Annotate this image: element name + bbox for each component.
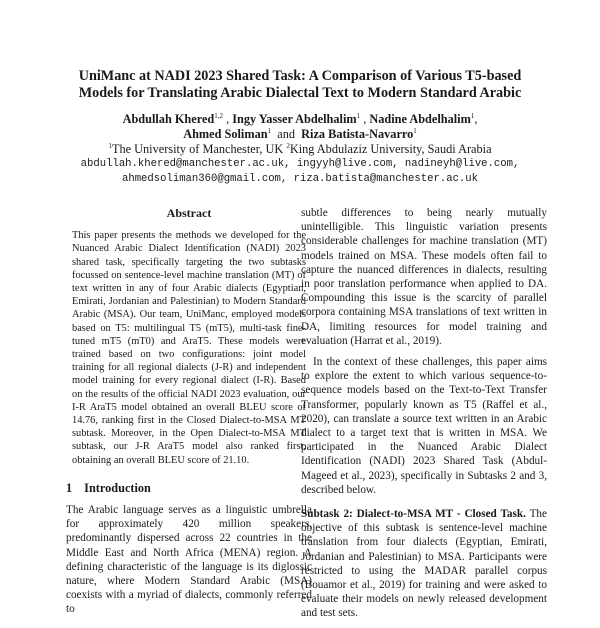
author-line-2 (40, 127, 560, 142)
affil-marker: 2 (286, 141, 290, 150)
author-affil-marker: 1 (356, 111, 361, 120)
title-line-1: UniManc at NADI 2023 Shared Task: A Comparison of Various T5-based (78, 68, 522, 84)
subtask-paragraph (301, 507, 547, 621)
run-in-heading: Subtask 2: Dialect-to-MSA MT - Closed Task. (301, 508, 526, 521)
author-line-1: Abdullah Khered$^{1,2}$ , Ingy Yasser Abdelhalim$^1$ , Nadine Abdelhalim$^1$, (122, 111, 478, 126)
author-name: Nadine Abdelhalim (369, 112, 471, 126)
author-name: Ahmed Soliman (183, 127, 268, 141)
affiliation: The University of Manchester, UK (111, 142, 284, 156)
abstract-heading: Abstract (166, 206, 212, 220)
right-column (301, 206, 547, 628)
subtask-description: The objective of this subtask is sentence-level machine translation from four dialects (Egyptian, Emirati, Jordanian and Palestinian) to MSA. Participants were restricted to using the MADAR parallel corpus (Bouamor et al., 2019) for training and were asked to evaluate their models on newly released development and test sets. (301, 508, 547, 620)
author-name: Abdullah Khered (122, 112, 215, 126)
email-line-1: abdullah.khered@manchester.ac.uk, ingyyh@live.com, nadineyh@live.com, (80, 158, 520, 170)
section-title: Introduction (84, 480, 151, 495)
email-line-2: ahmedsoliman360@gmail.com, riza.batista@manchester.ac.uk (121, 173, 478, 185)
left-column (66, 206, 312, 624)
section-number: 1 (66, 480, 73, 495)
affiliation: King Abdulaziz University, Saudi Arabia (289, 142, 492, 156)
introduction-paragraph: The Arabic language serves as a linguistic umbrella for approximately 420 million speakers, predominantly dispersed across 22 countries in the Middle East and North Africa (MENA) region. A defining characteristic of the language is its diglossic nature, where Modern Standard Arabic (MSA) coexists with a myriad of dialects, commonly referred to (66, 504, 312, 616)
paragraph: subtle differences to being nearly mutually unintelligible. This linguistic variation presents considerable challenges for machine translation (MT) models trained on MSA. These models often fail to capture the nuanced differences in dialects, resulting in poor translation performance when applied to DA. Compounding this issue is the scarcity of parallel corpora containing MSA translations of text written in DA, limiting resources for model training and evaluation (Harrat et al., 2019). (301, 207, 547, 347)
author-affil-marker: 1,2 (214, 111, 224, 120)
section-heading-introduction (66, 481, 312, 495)
author-conjunction: and (277, 127, 295, 141)
title-line-2: Models for Translating Arabic Dialectal Text to Modern Standard Arabic (78, 85, 522, 101)
affiliation-line (40, 142, 560, 157)
author-block (40, 112, 560, 187)
author-affil-marker: 1 (470, 111, 475, 120)
author-name: Riza Batista-Navarro (301, 127, 414, 141)
affil-marker: 1 (108, 141, 112, 150)
author-name: Ingy Yasser Abdelhalim (232, 112, 357, 126)
author-affil-marker: 1 (267, 126, 272, 135)
author-affil-marker: 1 (413, 126, 417, 135)
paragraph: In the context of these challenges, this paper aims to explore the extent to which various sequence-to-sequence models based on the Text-to-Text Transfer Transformer, popularly known as T5 (Raffel et al., 2020), can translate a source text written in an Arabic dialect to a target text that is written in MSA. We participated in the Nuanced Arabic Dialect Identification (NADI) 2023 Shared Task (Abdul-Mageed et al., 2023), specifically in Subtasks 2 and 3, described below. (301, 356, 547, 496)
abstract-text: This paper presents the methods we developed for the Nuanced Arabic Dialect Identification (NADI) 2023 shared task, specifically targeting the two subtasks focussed on sentence-level machine translation (MT) of text written in any of four Arabic dialects (Egyptian, Emirati, Jordanian and Palestinian) to Modern Standard Arabic (MSA). Our team, UniManc, employed models based on T5: multilingual T5 (mT5), multi-task fine-tuned mT5 (mT0) and AraT5. These models were trained based on two configurations: joint model training for all regional dialects (J-R) and independent model training for every regional dialect (I-R). Based on the results of the official NADI 2023 evaluation, our I-R AraT5 model obtained an overall BLEU score of 14.76, ranking first in the Closed Dialect-to-MSA MT subtask. Moreover, in the Open Dialect-to-MSA MT subtask, our J-R AraT5 model also ranked first, obtaining an overall BLEU score of 21.10. (72, 230, 306, 466)
paper-title (40, 68, 560, 102)
